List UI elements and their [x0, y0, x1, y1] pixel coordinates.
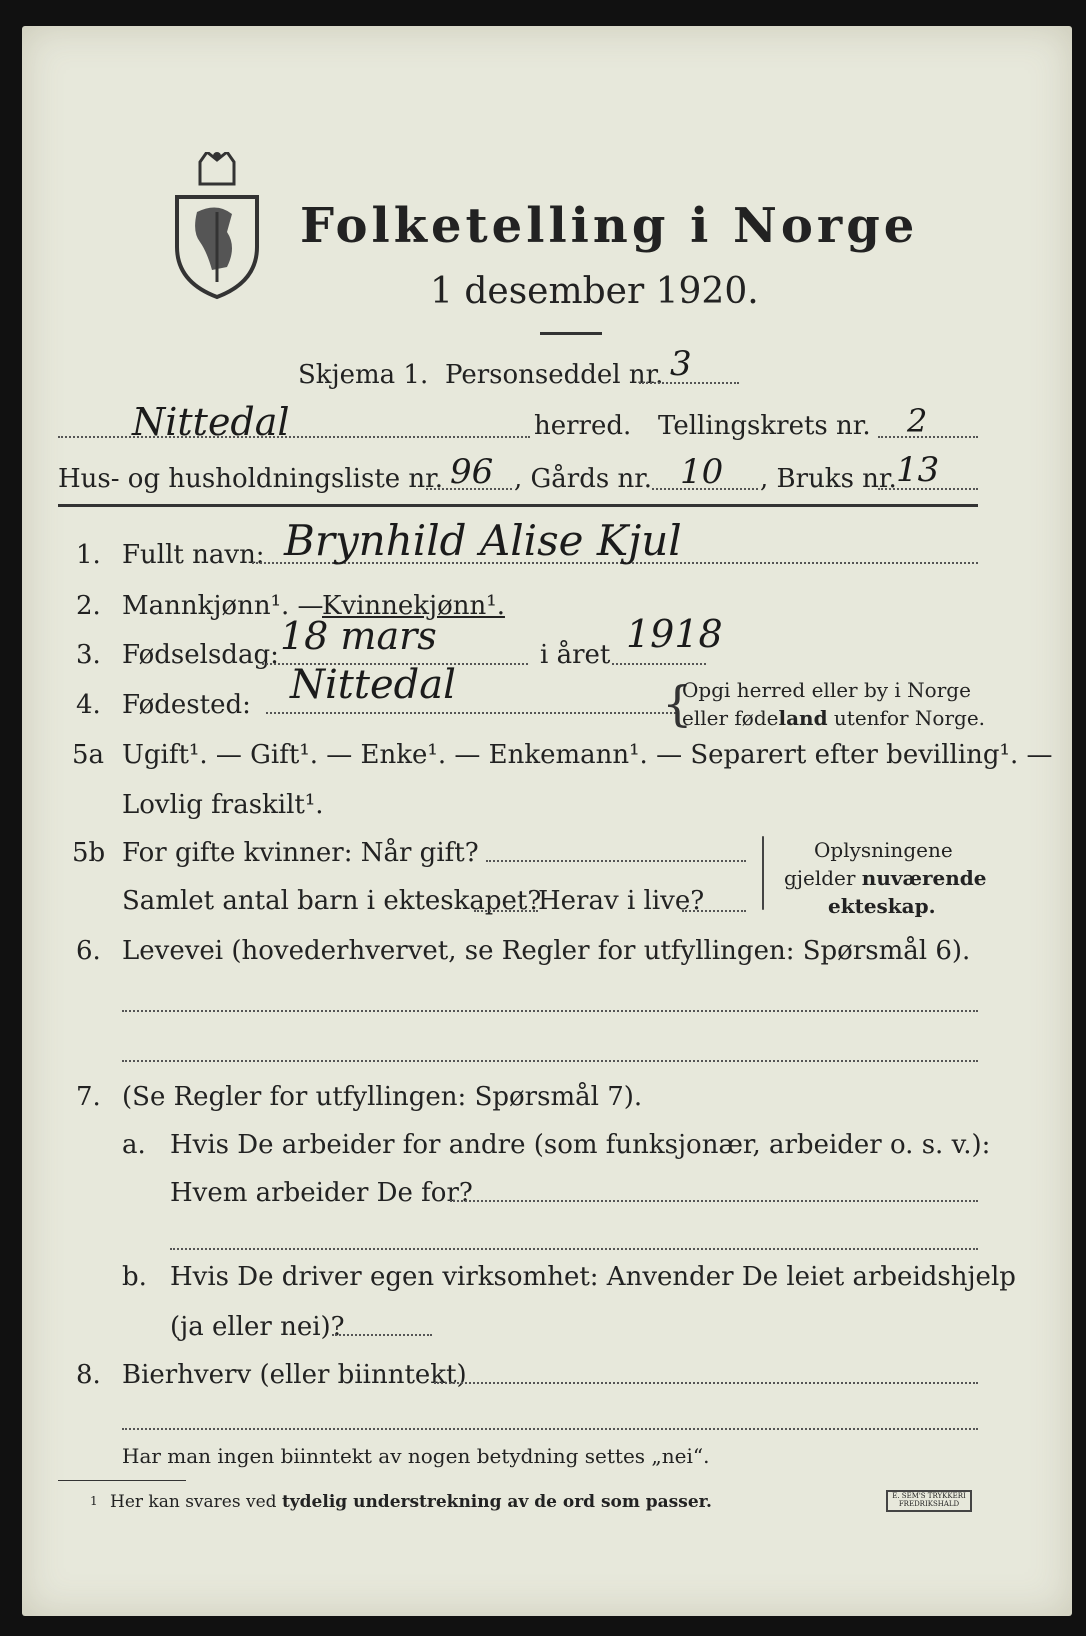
bruks-label: , Bruks nr. [760, 464, 897, 494]
q6-text: Levevei (hovederhvervet, se Regler for utfyllingen: Spørsmål 6). [122, 936, 971, 966]
q8-number: 8. [76, 1360, 101, 1390]
q5a-options-2[interactable]: Lovlig fraskilt¹. [122, 790, 324, 820]
q4-brace: { [662, 676, 693, 732]
tellingskrets-line [878, 436, 978, 438]
q5b-number: 5b [72, 838, 106, 868]
q2-male: Mannkjønn¹. — [122, 591, 324, 621]
q5b-note1: Oplysningene [814, 838, 953, 862]
q2-number: 2. [76, 591, 101, 621]
bruks-value[interactable]: 13 [896, 450, 940, 490]
q3-label: Fødselsdag: [122, 640, 279, 670]
q5a-number: 5a [72, 740, 105, 770]
q3-year-line [612, 663, 706, 665]
q7b-text: Hvis De driver egen virksomhet: Anvender De leiet arbeidshjelp [170, 1262, 1016, 1292]
coat-of-arms-icon [172, 152, 262, 306]
footnote-divider [58, 1480, 186, 1481]
q7a-question: Hvem arbeider De for? [170, 1178, 473, 1208]
gards-label: , Gårds nr. [514, 464, 653, 494]
tellingskrets-value[interactable]: 2 [907, 402, 928, 440]
q7a-letter: a. [122, 1130, 146, 1160]
stamp-line2: FREDRIKSHALD [898, 1500, 960, 1508]
q7a-line1[interactable] [450, 1200, 978, 1202]
census-form [22, 26, 1072, 1616]
footnote-text: Her kan svares ved tydelig understrekning av de ord som passer. [110, 1492, 712, 1512]
q4-note2: eller fødeland utenfor Norge. [682, 706, 986, 730]
q3-number: 3. [76, 640, 101, 670]
personseddel-label: Personseddel nr. [445, 360, 664, 390]
q5b-line1 [486, 860, 746, 862]
q6-line1[interactable] [122, 1010, 978, 1012]
q4-number: 4. [76, 690, 101, 720]
herred-label: herred. [534, 411, 632, 441]
q8-line2[interactable] [122, 1428, 978, 1430]
q4-label: Fødested: [122, 690, 251, 720]
herred-value[interactable]: Nittedal [132, 400, 290, 444]
personseddel-value[interactable]: 3 [670, 344, 692, 384]
q7-text: (Se Regler for utfyllingen: Spørsmål 7). [122, 1082, 643, 1112]
hus-label: Hus- og husholdningsliste nr. [58, 464, 444, 494]
q5b-label1: For gifte kvinner: Når gift? [122, 838, 479, 868]
q5b-line3 [682, 910, 746, 912]
q3-year-label: i året [540, 640, 611, 670]
q7a-text: Hvis De arbeider for andre (som funksjonær, arbeider o. s. v.): [170, 1130, 991, 1160]
q1-label: Fullt navn: [122, 540, 265, 570]
birthplace-value[interactable]: Nittedal [290, 662, 456, 708]
footnote-mark: 1 [90, 1494, 98, 1508]
title-divider [540, 332, 602, 335]
birth-year-value[interactable]: 1918 [626, 612, 723, 656]
biinntekt-note: Har man ingen biinntekt av nogen betydning settes „nei“. [122, 1444, 710, 1468]
full-name-value[interactable]: Brynhild Alise Kjul [284, 516, 682, 565]
q5b-note3: ekteskap. [828, 894, 936, 918]
q2-female[interactable]: Kvinnekjønn¹. [322, 591, 505, 621]
q5b-label2: Samlet antal barn i ekteskapet? [122, 886, 542, 916]
header-divider [58, 504, 978, 507]
gards-value[interactable]: 10 [680, 452, 724, 492]
q7b-question: (ja eller nei)? [170, 1312, 345, 1342]
q4-line [266, 712, 676, 714]
q7-number: 7. [76, 1082, 101, 1112]
q6-number: 6. [76, 936, 101, 966]
stamp-line1: E. SEM'S TRYKKERI [892, 1492, 966, 1500]
q6-line2[interactable] [122, 1060, 978, 1062]
q8-line1[interactable] [434, 1382, 978, 1384]
q5b-line2 [474, 910, 538, 912]
q1-number: 1. [76, 540, 101, 570]
q5b-note2: gjelder nuværende [784, 866, 987, 890]
herred-line [58, 436, 530, 438]
q5b-label3: Herav i live? [538, 886, 705, 916]
q5b-bracket [762, 836, 764, 910]
q4-note1: Opgi herred eller by i Norge [682, 678, 971, 702]
hus-value[interactable]: 96 [450, 452, 494, 492]
q7a-line2[interactable] [170, 1248, 978, 1250]
q7b-letter: b. [122, 1262, 147, 1292]
census-date: 1 desember 1920. [430, 271, 759, 312]
page-title: Folketelling i Norge [300, 198, 919, 254]
q8-text: Bierhverv (eller biinntekt) [122, 1360, 467, 1390]
tellingskrets-label: Tellingskrets nr. [658, 411, 871, 441]
printer-stamp [886, 1490, 972, 1512]
birthday-value[interactable]: 18 mars [280, 614, 437, 658]
q5a-options[interactable]: Ugift¹. — Gift¹. — Enke¹. — Enkemann¹. — Separert efter bevilling¹. — [122, 740, 1053, 770]
q7b-line[interactable] [332, 1334, 432, 1336]
skjema-label: Skjema 1. [298, 360, 429, 390]
